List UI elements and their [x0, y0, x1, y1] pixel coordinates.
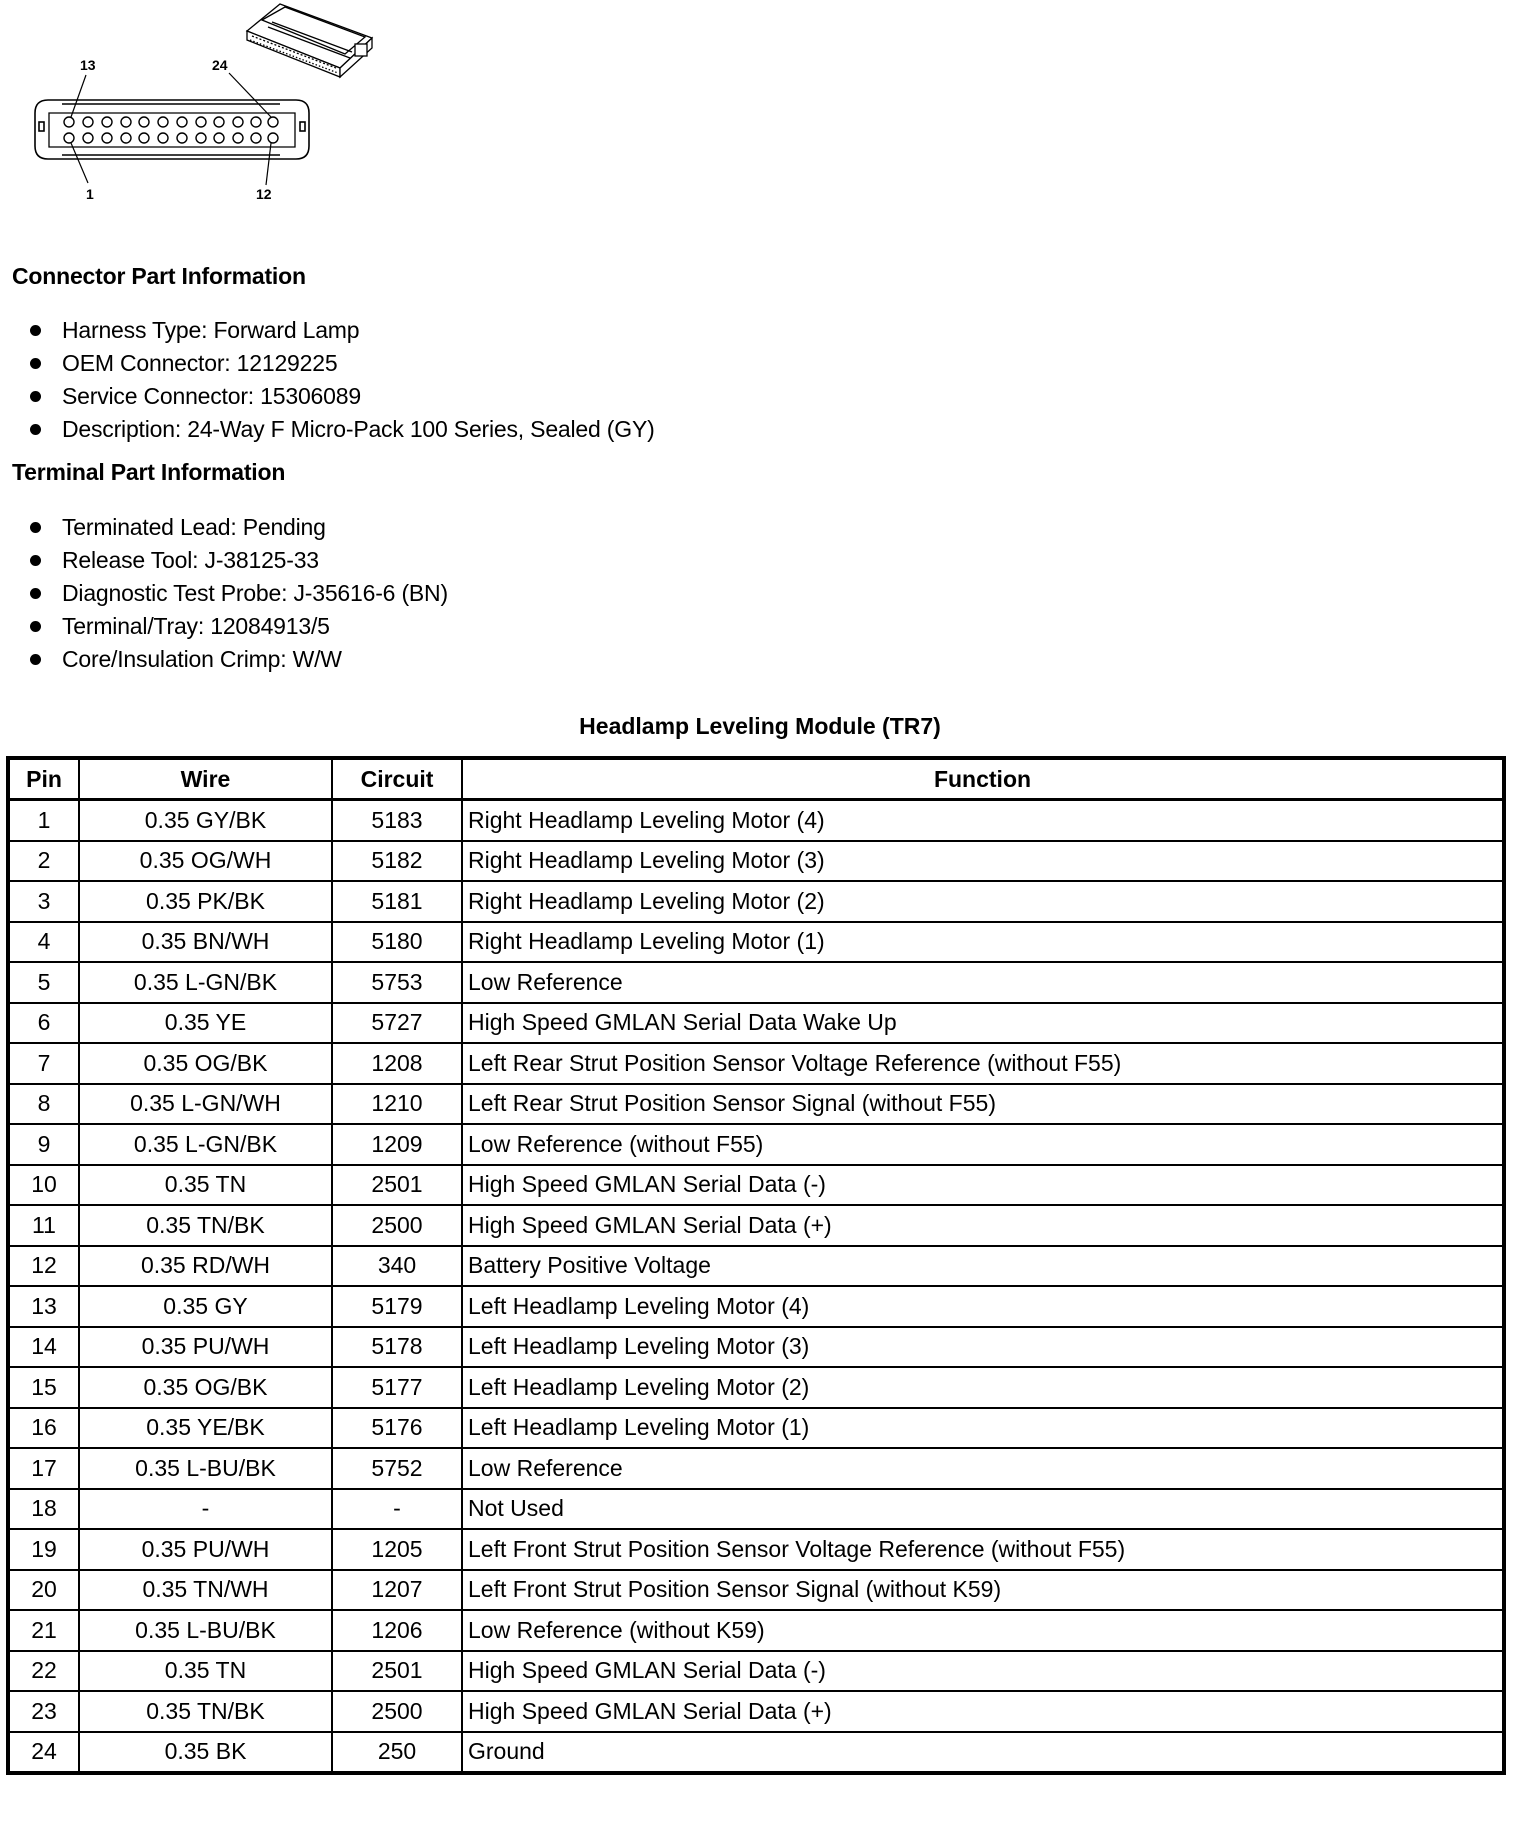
circuit-cell: 1209: [332, 1124, 462, 1165]
wire-cell: 0.35 TN/BK: [79, 1205, 332, 1246]
circuit-cell: 5179: [332, 1286, 462, 1327]
circuit-cell: 2501: [332, 1165, 462, 1206]
pin-cell: 22: [8, 1651, 79, 1692]
pin-cell: 21: [8, 1610, 79, 1651]
function-cell: Left Headlamp Leveling Motor (3): [462, 1327, 1504, 1368]
pin-label-24: 24: [212, 57, 228, 73]
bullet-icon: [30, 522, 41, 533]
list-item: OEM Connector: 12129225: [0, 347, 655, 380]
pin-cell: 20: [8, 1570, 79, 1611]
wire-cell: 0.35 GY: [79, 1286, 332, 1327]
connector-isometric-icon: [247, 4, 372, 77]
pin-cell: 13: [8, 1286, 79, 1327]
circuit-cell: 1210: [332, 1084, 462, 1125]
table-row: [8, 800, 1504, 841]
bullet-icon: [30, 391, 41, 402]
pin-cell: 2: [8, 841, 79, 882]
table-row: [8, 922, 1504, 963]
circuit-cell: 1207: [332, 1570, 462, 1611]
bullet-icon: [30, 621, 41, 632]
connector-part-info-list: [0, 314, 655, 446]
circuit-cell: -: [332, 1489, 462, 1530]
pin-cell: 3: [8, 881, 79, 922]
pin-cell: 11: [8, 1205, 79, 1246]
bullet-icon: [30, 325, 41, 336]
pin-table-body: [8, 800, 1504, 1774]
pin-cell: 5: [8, 962, 79, 1003]
table-row: [8, 1367, 1504, 1408]
list-item: Diagnostic Test Probe: J-35616-6 (BN): [0, 577, 448, 610]
wire-cell: 0.35 YE: [79, 1003, 332, 1044]
pin-cell: 17: [8, 1448, 79, 1489]
table-row: [8, 1732, 1504, 1774]
list-item: Core/Insulation Crimp: W/W: [0, 643, 448, 676]
circuit-cell: 5183: [332, 800, 462, 841]
table-row: [8, 1246, 1504, 1287]
circuit-cell: 5727: [332, 1003, 462, 1044]
pin-cell: 7: [8, 1043, 79, 1084]
table-row: [8, 1003, 1504, 1044]
circuit-cell: 5178: [332, 1327, 462, 1368]
table-row: [8, 1286, 1504, 1327]
list-item: Service Connector: 15306089: [0, 380, 655, 413]
circuit-cell: 2501: [332, 1651, 462, 1692]
circuit-cell: 5753: [332, 962, 462, 1003]
bullet-icon: [30, 424, 41, 435]
table-row: [8, 1610, 1504, 1651]
bullet-icon: [30, 358, 41, 369]
circuit-cell: 1206: [332, 1610, 462, 1651]
wire-cell: 0.35 PK/BK: [79, 881, 332, 922]
wire-cell: 0.35 L-GN/BK: [79, 962, 332, 1003]
wire-cell: 0.35 L-BU/BK: [79, 1448, 332, 1489]
wire-cell: 0.35 GY/BK: [79, 800, 332, 841]
pin-cell: 15: [8, 1367, 79, 1408]
header-function: Function: [462, 758, 1504, 800]
circuit-cell: 5180: [332, 922, 462, 963]
table-row: [8, 1408, 1504, 1449]
wire-cell: 0.35 PU/WH: [79, 1327, 332, 1368]
function-cell: Low Reference (without F55): [462, 1124, 1504, 1165]
table-row: [8, 1570, 1504, 1611]
header-wire: Wire: [79, 758, 332, 800]
wire-cell: 0.35 OG/BK: [79, 1043, 332, 1084]
wire-cell: 0.35 TN: [79, 1165, 332, 1206]
table-row: [8, 881, 1504, 922]
table-row: [8, 1084, 1504, 1125]
terminal-part-info-heading: Terminal Part Information: [12, 459, 286, 485]
circuit-cell: 1208: [332, 1043, 462, 1084]
wire-cell: 0.35 BK: [79, 1732, 332, 1774]
circuit-cell: 2500: [332, 1205, 462, 1246]
function-cell: Left Rear Strut Position Sensor Voltage Reference (without F55): [462, 1043, 1504, 1084]
table-row: [8, 1327, 1504, 1368]
function-cell: Right Headlamp Leveling Motor (1): [462, 922, 1504, 963]
function-cell: Left Headlamp Leveling Motor (1): [462, 1408, 1504, 1449]
bullet-icon: [30, 654, 41, 665]
connector-part-info-heading: Connector Part Information: [12, 263, 306, 289]
pin-cell: 24: [8, 1732, 79, 1774]
circuit-cell: 5182: [332, 841, 462, 882]
list-item: Release Tool: J-38125-33: [0, 544, 448, 577]
wire-cell: 0.35 PU/WH: [79, 1529, 332, 1570]
table-title: Headlamp Leveling Module (TR7): [579, 713, 941, 739]
circuit-cell: 2500: [332, 1691, 462, 1732]
wire-cell: 0.35 OG/BK: [79, 1367, 332, 1408]
wire-cell: -: [79, 1489, 332, 1530]
terminal-part-info-list: [0, 511, 448, 676]
bullet-icon: [30, 588, 41, 599]
circuit-cell: 1205: [332, 1529, 462, 1570]
circuit-cell: 340: [332, 1246, 462, 1287]
header-circuit: Circuit: [332, 758, 462, 800]
pin-cell: 19: [8, 1529, 79, 1570]
list-item: Harness Type: Forward Lamp: [0, 314, 655, 347]
pin-cell: 10: [8, 1165, 79, 1206]
table-row: [8, 1124, 1504, 1165]
function-cell: Left Headlamp Leveling Motor (2): [462, 1367, 1504, 1408]
pin-cell: 4: [8, 922, 79, 963]
table-header-row: [8, 758, 1504, 800]
table-row: [8, 841, 1504, 882]
function-cell: Low Reference: [462, 1448, 1504, 1489]
wire-cell: 0.35 YE/BK: [79, 1408, 332, 1449]
function-cell: High Speed GMLAN Serial Data (+): [462, 1205, 1504, 1246]
table-row: [8, 1691, 1504, 1732]
pin-label-13: 13: [80, 57, 96, 73]
wire-cell: 0.35 OG/WH: [79, 841, 332, 882]
pin-cell: 9: [8, 1124, 79, 1165]
function-cell: Low Reference: [462, 962, 1504, 1003]
wire-cell: 0.35 L-BU/BK: [79, 1610, 332, 1651]
function-cell: Battery Positive Voltage: [462, 1246, 1504, 1287]
function-cell: Right Headlamp Leveling Motor (4): [462, 800, 1504, 841]
wire-cell: 0.35 TN: [79, 1651, 332, 1692]
function-cell: Ground: [462, 1732, 1504, 1774]
function-cell: Right Headlamp Leveling Motor (2): [462, 881, 1504, 922]
pin-cell: 16: [8, 1408, 79, 1449]
pin-cell: 18: [8, 1489, 79, 1530]
pin-cell: 14: [8, 1327, 79, 1368]
circuit-cell: 5752: [332, 1448, 462, 1489]
table-row: [8, 1205, 1504, 1246]
list-item: Description: 24-Way F Micro-Pack 100 Series, Sealed (GY): [0, 413, 655, 446]
table-row: [8, 1651, 1504, 1692]
function-cell: Right Headlamp Leveling Motor (3): [462, 841, 1504, 882]
function-cell: High Speed GMLAN Serial Data Wake Up: [462, 1003, 1504, 1044]
pin-cell: 12: [8, 1246, 79, 1287]
pin-label-1: 1: [86, 186, 94, 202]
wire-cell: 0.35 TN/BK: [79, 1691, 332, 1732]
circuit-cell: 5176: [332, 1408, 462, 1449]
circuit-cell: 250: [332, 1732, 462, 1774]
function-cell: High Speed GMLAN Serial Data (+): [462, 1691, 1504, 1732]
function-cell: Left Front Strut Position Sensor Signal (without K59): [462, 1570, 1504, 1611]
function-cell: Low Reference (without K59): [462, 1610, 1504, 1651]
function-cell: Not Used: [462, 1489, 1504, 1530]
function-cell: Left Headlamp Leveling Motor (4): [462, 1286, 1504, 1327]
table-row: [8, 1529, 1504, 1570]
bullet-icon: [30, 555, 41, 566]
wire-cell: 0.35 L-GN/BK: [79, 1124, 332, 1165]
list-item: Terminal/Tray: 12084913/5: [0, 610, 448, 643]
table-row: [8, 1448, 1504, 1489]
pin-cell: 8: [8, 1084, 79, 1125]
function-cell: Left Front Strut Position Sensor Voltage Reference (without F55): [462, 1529, 1504, 1570]
table-row: [8, 1043, 1504, 1084]
function-cell: High Speed GMLAN Serial Data (-): [462, 1651, 1504, 1692]
circuit-cell: 5181: [332, 881, 462, 922]
wire-cell: 0.35 TN/WH: [79, 1570, 332, 1611]
pin-table: [6, 756, 1506, 1775]
connector-face-diagram: [0, 0, 400, 215]
wire-cell: 0.35 RD/WH: [79, 1246, 332, 1287]
pin-cell: 1: [8, 800, 79, 841]
function-cell: Left Rear Strut Position Sensor Signal (without F55): [462, 1084, 1504, 1125]
pin-cell: 6: [8, 1003, 79, 1044]
table-row: [8, 962, 1504, 1003]
pin-label-12: 12: [256, 186, 272, 202]
circuit-cell: 5177: [332, 1367, 462, 1408]
pin-cell: 23: [8, 1691, 79, 1732]
table-row: [8, 1489, 1504, 1530]
function-cell: High Speed GMLAN Serial Data (-): [462, 1165, 1504, 1206]
wire-cell: 0.35 BN/WH: [79, 922, 332, 963]
table-row: [8, 1165, 1504, 1206]
header-pin: Pin: [8, 758, 79, 800]
list-item: Terminated Lead: Pending: [0, 511, 448, 544]
wire-cell: 0.35 L-GN/WH: [79, 1084, 332, 1125]
